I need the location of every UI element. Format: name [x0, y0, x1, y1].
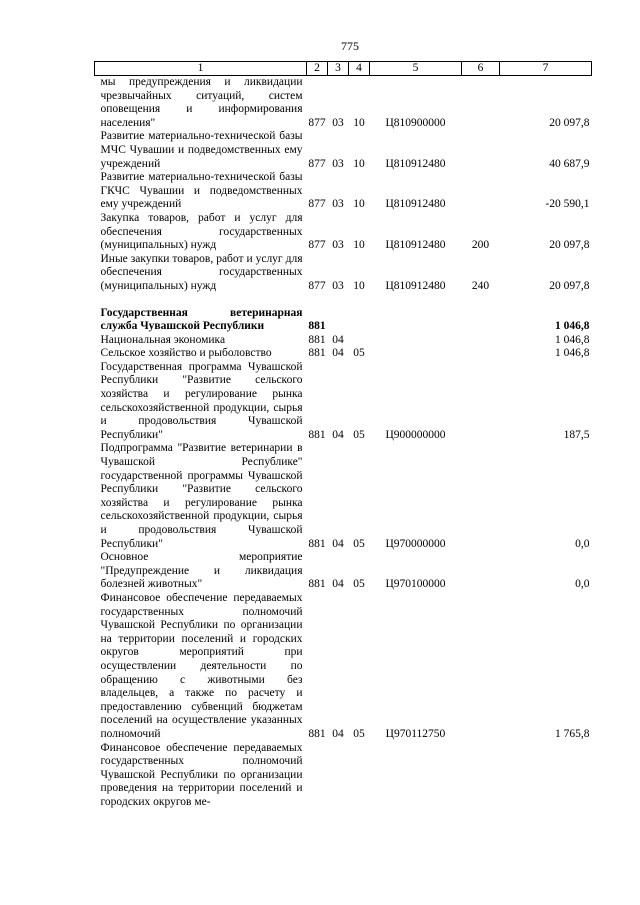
row-expense-type	[462, 307, 500, 334]
table-row	[95, 742, 592, 810]
row-description: Финансовое обеспечение передаваемых государственных полномочий Чувашской Республики по организации проведения на территории поселений и городских округов ме-	[100, 741, 303, 808]
row-amount: 1 765,8	[555, 727, 590, 740]
row-section	[328, 742, 349, 810]
row-amount: 20 097,8	[549, 279, 590, 292]
row-expense-type: 240	[471, 279, 490, 292]
row-description: Иные закупки товаров, работ и услуг для обеспечения государственных (муниципальных) нужд	[100, 252, 303, 292]
row-admin-code	[307, 742, 328, 810]
row-section: 04	[332, 578, 344, 591]
table-row	[95, 130, 592, 171]
row-description: Финансовое обеспечение передаваемых государственных полномочий Чувашской Республики по организации на территории поселений и городских округов мероприятий при осуществлении деятельности по обращению с животными без владельцев, а также по расчету и предоставлению субвенций бюджетам поселений на осуществление указанных полномочий	[100, 591, 303, 740]
row-subsection	[349, 742, 370, 810]
row-description: Сельское хозяйство и рыболовство	[100, 347, 272, 360]
row-subsection	[349, 334, 370, 348]
row-expense-type	[462, 742, 500, 810]
row-description: Закупка товаров, работ и услуг для обеспечения государственных (муниципальных) нужд	[100, 211, 303, 252]
row-admin-code: 881	[308, 727, 326, 740]
row-admin-code: 881	[308, 537, 326, 550]
spacer-cell	[95, 294, 592, 307]
row-expense-type	[462, 130, 500, 171]
row-description: мы предупреждения и ликвидации чрезвычайных ситуаций, систем оповещения и информирования населения"	[100, 76, 303, 129]
spacer-row	[95, 294, 592, 307]
row-description: Основное мероприятие "Предупреждение и ликвидация болезней животных"	[100, 551, 303, 591]
row-admin-code: 877	[308, 116, 326, 129]
row-amount: 1 046,8	[555, 320, 590, 333]
col-header-7: 7	[500, 62, 592, 76]
row-expense-type	[462, 171, 500, 212]
table-row	[95, 253, 592, 294]
row-admin-code: 881	[308, 333, 326, 346]
row-target-article: Ц810912480	[385, 279, 446, 292]
row-expense-type	[462, 551, 500, 592]
row-target-article	[370, 307, 462, 334]
table-body	[95, 76, 592, 810]
row-target-article: Ц810912480	[385, 198, 446, 211]
row-section: 04	[332, 537, 344, 550]
row-amount: -20 590,1	[545, 198, 590, 211]
page-number: 775	[341, 39, 359, 53]
row-subsection: 10	[353, 239, 365, 252]
row-subsection: 10	[353, 157, 365, 170]
row-target-article: Ц970000000	[385, 537, 446, 550]
row-description: Государственная ветеринарная служба Чувашской Республики	[100, 306, 303, 333]
row-target-article	[370, 742, 462, 810]
row-section: 04	[332, 333, 344, 346]
col-header-1: 1	[95, 62, 307, 76]
row-section	[328, 307, 349, 334]
row-subsection: 05	[353, 428, 365, 441]
row-subsection: 05	[353, 578, 365, 591]
col-header-3: 3	[328, 62, 349, 76]
row-target-article	[370, 334, 462, 348]
row-expense-type	[462, 334, 500, 348]
row-description: Развитие материально-технической базы ГКЧС Чувашии и подведомственных ему учреждений	[100, 171, 303, 211]
row-amount: 20 097,8	[549, 239, 590, 252]
row-subsection: 10	[353, 116, 365, 129]
row-admin-code: 881	[308, 347, 326, 360]
row-target-article: Ц810900000	[385, 116, 446, 129]
row-expense-type	[462, 592, 500, 742]
budget-table	[94, 61, 592, 809]
row-section: 03	[332, 239, 344, 252]
table-row	[95, 592, 592, 742]
row-subsection	[349, 307, 370, 334]
row-admin-code: 881	[308, 578, 326, 591]
row-subsection: 05	[353, 727, 365, 740]
row-section: 03	[332, 157, 344, 170]
col-header-2: 2	[307, 62, 328, 76]
row-amount: 40 687,9	[549, 157, 590, 170]
table-row	[95, 551, 592, 592]
table-row	[95, 76, 592, 131]
row-amount: 187,5	[563, 428, 590, 441]
row-description: Подпрограмма "Развитие ветеринарии в Чувашской Республике" государственной программы Чувашской Республики "Развитие сельского хозяйства и регулирование рынка сельскохозяйственной продукции, сырья и продовольствия Чувашской Республики"	[100, 442, 303, 550]
row-subsection: 05	[353, 347, 365, 360]
row-admin-code: 877	[308, 198, 326, 211]
row-subsection: 10	[353, 198, 365, 211]
row-subsection: 05	[353, 537, 365, 550]
row-description: Национальная экономика	[100, 333, 226, 346]
row-section: 03	[332, 198, 344, 211]
row-description: Развитие материально-технической базы МЧС Чувашии и подведомственных ему учреждений	[100, 130, 303, 170]
table-row	[95, 442, 592, 551]
row-admin-code: 881	[308, 320, 326, 333]
row-expense-type	[462, 347, 500, 361]
row-section: 04	[332, 347, 344, 360]
row-amount: 20 097,8	[549, 116, 590, 129]
row-admin-code: 877	[308, 279, 326, 292]
row-target-article: Ц970100000	[385, 578, 446, 591]
col-header-5: 5	[370, 62, 462, 76]
row-target-article	[370, 347, 462, 361]
row-section: 04	[332, 428, 344, 441]
table-header-row	[95, 62, 592, 76]
table-row	[95, 347, 592, 361]
row-expense-type	[462, 76, 500, 131]
row-admin-code: 881	[308, 428, 326, 441]
row-subsection: 10	[353, 279, 365, 292]
row-section: 03	[332, 279, 344, 292]
row-target-article: Ц810912480	[385, 239, 446, 252]
row-expense-type	[462, 361, 500, 443]
row-description: Государственная программа Чувашской Республики "Развитие сельского хозяйства и регулирование рынка сельскохозяйственной продукции, сырья и продовольствия Чувашской Республики"	[100, 360, 303, 441]
table-row	[95, 171, 592, 212]
row-admin-code: 877	[308, 157, 326, 170]
row-target-article: Ц900000000	[385, 428, 446, 441]
table-row	[95, 361, 592, 443]
row-amount: 0,0	[575, 537, 590, 550]
row-expense-type: 200	[471, 239, 490, 252]
row-target-article: Ц810912480	[385, 157, 446, 170]
table-row	[95, 334, 592, 348]
row-amount	[500, 742, 592, 810]
row-admin-code: 877	[308, 239, 326, 252]
row-amount: 1 046,8	[555, 333, 590, 346]
col-header-4: 4	[349, 62, 370, 76]
col-header-6: 6	[462, 62, 500, 76]
row-amount: 1 046,8	[555, 347, 590, 360]
row-amount: 0,0	[575, 578, 590, 591]
row-target-article: Ц970112750	[385, 727, 446, 740]
row-section: 04	[332, 727, 344, 740]
row-section: 03	[332, 116, 344, 129]
table-row	[95, 212, 592, 253]
table-row	[95, 307, 592, 334]
row-expense-type	[462, 442, 500, 551]
